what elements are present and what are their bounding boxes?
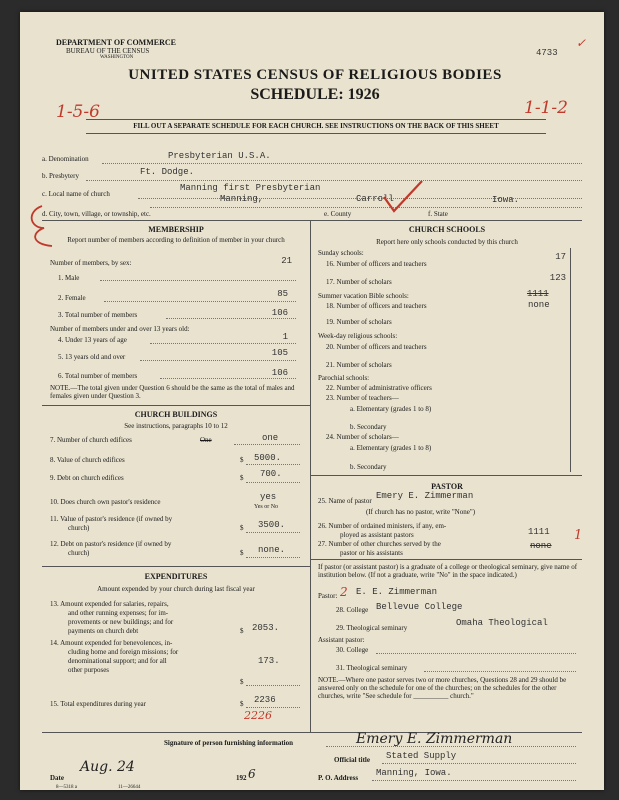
q24-label: 24. Number of scholars— (326, 433, 399, 441)
instruction-line: FILL OUT A SEPARATE SCHEDULE FOR EACH CHURCH. SEE INSTRUCTIONS ON THE BACK OF THIS SHEET (133, 122, 499, 130)
q18-value: none (528, 300, 550, 310)
q26-line2: ployed as assistant pastors (340, 531, 414, 539)
q6-total-value: 106 (271, 368, 288, 378)
official-title-label: Official title (334, 756, 370, 764)
print-code: 8—5318 a (56, 785, 77, 790)
washington-line: WASHINGTON (100, 55, 134, 60)
q26-label: 26. Number of ordained ministers, if any, em- (318, 522, 447, 530)
label-church-name: c. Local name of church (42, 190, 110, 198)
q19-label: 19. Number of scholars (326, 318, 392, 326)
census-schedule-sheet (20, 12, 604, 790)
sunday-schools-label: Sunday schools: (318, 249, 364, 257)
q25-value: Emery E. Zimmerman (376, 491, 474, 501)
q23-label: 23. Number of teachers— (326, 394, 399, 402)
pastor-handwritten-2: 2 (340, 585, 348, 599)
assistant-pastor-label: Assistant pastor: (318, 636, 365, 644)
q3-total-value: 106 (271, 308, 288, 318)
q5-over13-label: 5. 13 years old and over (58, 353, 126, 361)
buildings-instruction: See instructions, paragraphs 10 to 12 (124, 422, 228, 430)
q29-label: 29. Theological seminary (336, 624, 408, 632)
members-by-sex-value: 21 (281, 256, 292, 266)
q4-under13-label: 4. Under 13 years of age (58, 336, 127, 344)
value-county: Carroll (356, 194, 394, 204)
q18-label: 18. Number of officers and teachers (326, 302, 427, 310)
membership-note: NOTE.—The total given under Question 6 should be the same as the total of males and females given under Question 3. (50, 384, 295, 400)
q27-struck-value: none (530, 541, 552, 551)
q13-line4: payments on church debt (68, 627, 139, 635)
q15-label: 15. Total expenditures during year (50, 700, 146, 708)
q11-label: 11. Value of pastor's residence (if owned by (50, 515, 173, 523)
q27-handwritten-mark: 1 (574, 528, 583, 543)
q2-female-value: 85 (277, 289, 288, 299)
signature-handwritten: Emery E. Zimmerman (356, 731, 513, 747)
q14-line3: denominational support; and for all (68, 657, 167, 665)
q13-value: 2053. (252, 623, 280, 633)
q15-dollar: $ (240, 700, 244, 708)
q25-hint: (If church has no pastor, write "None") (366, 508, 476, 516)
q14-label: 14. Amount expended for benevolences, in- (50, 639, 173, 647)
red-checkmark-icon (380, 177, 426, 217)
membership-heading: MEMBERSHIP (148, 225, 204, 234)
q23b-label: b. Secondary (350, 423, 387, 431)
q13-line2: and other running expenses; for im- (68, 609, 169, 617)
schedule-year: SCHEDULE: 1926 (250, 86, 380, 103)
parochial-schools-label: Parochial schools: (318, 374, 370, 382)
q12-label: 12. Debt on pastor's residence (if owned by (50, 540, 172, 548)
value-presbytery: Ft. Dodge. (140, 167, 195, 177)
checkmark-top: ✓ (576, 36, 587, 50)
q7-value: one (262, 433, 279, 443)
q9-value: 700. (260, 469, 282, 479)
q14-line2: cluding home and foreign missions; for (68, 648, 179, 656)
q25-label: 25. Name of pastor (318, 497, 372, 505)
q14-dollar: $ (240, 678, 244, 686)
q20-label: 20. Number of officers and teachers (326, 343, 427, 351)
print-code-2: 11—26644 (118, 785, 141, 790)
q29-value: Omaha Theological (456, 618, 548, 628)
q12-value: none. (258, 545, 286, 555)
q11-dollar: $ (240, 524, 244, 532)
label-county: e. County (324, 210, 352, 218)
q16-label: 16. Number of officers and teachers (326, 260, 427, 268)
q17-label: 17. Number of scholars (326, 278, 392, 286)
value-state: Iowa. (492, 195, 520, 205)
q15-value: 2236 (254, 695, 276, 705)
pastor-heading: PASTOR (431, 482, 463, 491)
q12-dollar: $ (240, 549, 244, 557)
value-church-name: Manning first Presbyterian (180, 183, 321, 193)
q23a-label: a. Elementary (grades 1 to 8) (350, 405, 432, 413)
q15-handwritten-correction: 2226 (244, 709, 272, 722)
schools-instruction: Report here only schools conducted by this church (376, 238, 518, 246)
q2-female-label: 2. Female (58, 294, 86, 302)
q13-dollar: $ (240, 627, 244, 635)
q22-label: 22. Number of administrative officers (326, 384, 432, 392)
q14-value: 173. (258, 656, 280, 666)
value-denomination: Presbyterian U.S.A. (168, 151, 271, 161)
expenditures-instruction: Amount expended by your church during last fiscal year (97, 585, 255, 593)
q24b-label: b. Secondary (350, 463, 387, 471)
po-address-value: Manning, Iowa. (376, 768, 452, 778)
q12-label-cont: church) (68, 549, 90, 557)
official-title-value: Stated Supply (386, 751, 457, 761)
label-city: d. City, town, village, or township, etc. (42, 210, 151, 218)
department-line: DEPARTMENT OF COMMERCE (56, 38, 177, 47)
date-handwritten: Aug. 24 (80, 759, 135, 775)
q27-label: 27. Number of other churches served by the (318, 540, 441, 548)
date-label: Date (50, 774, 64, 782)
q13-label: 13. Amount expended for salaries, repairs, (50, 600, 169, 608)
signature-label: Signature of person furnishing information (164, 739, 293, 747)
q5-over13-value: 105 (271, 348, 288, 358)
page-title: UNITED STATES CENSUS OF RELIGIOUS BODIES (128, 67, 502, 83)
label-presbytery: b. Presbytery (42, 172, 79, 180)
q28-label: 28. College (336, 606, 369, 614)
label-state: f. State (428, 210, 448, 218)
expenditures-heading: EXPENDITURES (144, 572, 208, 581)
q30-label: 30. College (336, 646, 369, 654)
handwritten-code-left: 1-5-6 (56, 102, 100, 122)
q14-line4: other purposes (68, 666, 110, 674)
q27-line2: pastor or his assistants (340, 549, 403, 557)
summer-schools-label: Summer vacation Bible schools: (318, 292, 409, 300)
q28-value: Bellevue College (376, 602, 463, 612)
age-split-label: Number of members under and over 13 years old: (50, 325, 190, 333)
pastor-note: NOTE.—Where one pastor serves two or more churches, Questions 28 and 29 should be answered only on the schedule for one of the churches; on the schedules for the other churches, write "See schedule for __________ church." (318, 676, 567, 700)
bureau-line: BUREAU OF THE CENSUS (66, 47, 150, 55)
q8-label: 8. Value of church edifices (50, 456, 125, 464)
q3-total-label: 3. Total number of members (58, 311, 138, 319)
q13-line3: provements or new buildings; and for (68, 618, 174, 626)
handwritten-code-right: 1-1-2 (524, 98, 568, 118)
label-denomination: a. Denomination (42, 155, 89, 163)
q1-male-label: 1. Male (58, 274, 80, 282)
q10-value: yes (260, 492, 277, 502)
yes-or-no-hint: Yes or No (254, 504, 279, 510)
q18-struck-value: 1111 (527, 289, 549, 299)
q7-struck-word: One (200, 436, 212, 444)
weekday-schools-label: Week-day religious schools: (318, 332, 398, 340)
year-handwritten: 6 (248, 767, 256, 781)
q7-label: 7. Number of church edifices (50, 436, 132, 444)
pastor-initials-value: E. E. Zimmerman (356, 587, 438, 597)
q16-value: 17 (555, 252, 566, 262)
q11-label-cont: church) (68, 524, 90, 532)
seminary-instruction: If pastor (or assistant pastor) is a graduate of a college or theological seminary, give name of institution below. (If not a graduate, write "No" in the space indicated.) (318, 563, 578, 579)
form-number: 4733 (536, 48, 558, 58)
q26-value: 1111 (528, 527, 550, 537)
q24a-label: a. Elementary (grades 1 to 8) (350, 444, 432, 452)
q11-value: 3500. (258, 520, 286, 530)
members-by-sex-label: Number of members, by sex: (50, 259, 132, 267)
q8-dollar: $ (240, 456, 244, 464)
q10-label: 10. Does church own pastor's residence (50, 498, 161, 506)
po-address-label: P. O. Address (318, 774, 359, 782)
q9-label: 9. Debt on church edifices (50, 474, 124, 482)
pastor-subheading: Pastor: (318, 592, 338, 600)
membership-instructions: Report number of members according to definition of member in your church (67, 236, 285, 244)
buildings-heading: CHURCH BUILDINGS (134, 410, 218, 419)
q21-label: 21. Number of scholars (326, 361, 392, 369)
schools-heading: CHURCH SCHOOLS (408, 225, 486, 234)
year-prefix: 192 (236, 774, 247, 782)
q9-dollar: $ (240, 474, 244, 482)
q17-value: 123 (549, 273, 566, 283)
q6-total-label: 6. Total number of members (58, 372, 138, 380)
value-city: Manning, (220, 194, 264, 204)
q31-label: 31. Theological seminary (336, 664, 408, 672)
q4-under13-value: 1 (282, 332, 288, 342)
q8-value: 5000. (254, 453, 282, 463)
